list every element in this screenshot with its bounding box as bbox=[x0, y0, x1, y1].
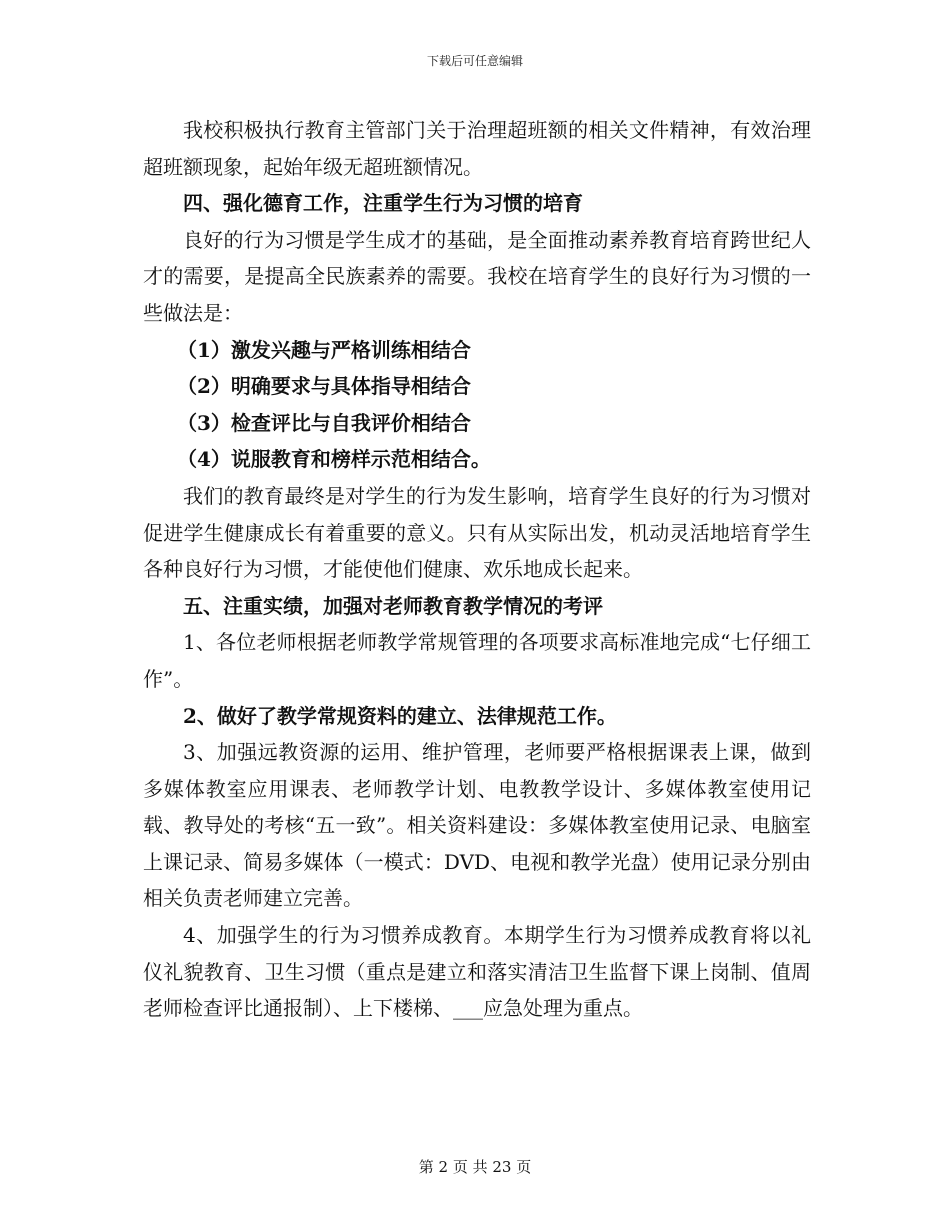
paragraph-point-4: 4、加强学生的行为习惯养成教育。本期学生行为习惯养成教育将以礼仪礼貌教育、卫生习惯（重点是建立和落实清洁卫生监督下课上岗制、值周老师检查评比通报制）、上下楼梯、___应急处理为重点。 bbox=[143, 923, 811, 1021]
list-item-1: （1）激发兴趣与严格训练相结合 bbox=[177, 337, 471, 362]
paragraph-class-size: 我校积极执行教育主管部门关于治理超班额的相关文件精神，有效治理超班额现象，起始年级无超班额情况。 bbox=[143, 118, 811, 179]
section-heading-moral-education: 四、强化德育工作，注重学生行为习惯的培育 bbox=[183, 191, 583, 216]
list-item-3: （3）检查评比与自我评价相结合 bbox=[177, 410, 471, 435]
paragraph-point-1: 1、各位老师根据老师教学常规管理的各项要求高标准地完成“七仔细工作”。 bbox=[143, 630, 811, 691]
paragraph-point-3: 3、加强远教资源的运用、维护管理，老师要严格根据课表上课，做到多媒体教室应用课表、老师教学计划、电教教学设计、多媒体教室使用记载、教导处的考核“五一致”。相关资料建设：多媒体教室使用记录、电脑室上课记录、简易多媒体（一模式：DVD、电视和教学光盘）使用记录分别由相关负责老师建立完善。 bbox=[143, 740, 811, 911]
paragraph-point-2: 2、做好了教学常规资料的建立、法律规范工作。 bbox=[183, 703, 617, 728]
page-footer: 第 2 页 共 23 页 bbox=[418, 1158, 532, 1176]
paragraph-education-impact: 我们的教育最终是对学生的行为发生影响，培育学生良好的行为习惯对促进学生健康成长有着重要的意义。只有从实际出发，机动灵活地培育学生各种良好行为习惯，才能使他们健康、欢乐地成长起来。 bbox=[143, 483, 811, 582]
section-heading-teacher-evaluation: 五、注重实绩，加强对老师教育教学情况的考评 bbox=[183, 593, 603, 618]
paragraph-good-habits: 良好的行为习惯是学生成才的基础，是全面推动素养教育培育跨世纪人才的需要，是提高全民族素养的需要。我校在培育学生的良好行为习惯的一些做法是： bbox=[143, 227, 811, 325]
page-header: 下载后可任意编辑 bbox=[426, 54, 523, 68]
list-item-2: （2）明确要求与具体指导相结合 bbox=[177, 374, 471, 399]
document-body bbox=[143, 112, 811, 1027]
list-item-4: （4）说服教育和榜样示范相结合。 bbox=[177, 447, 491, 472]
